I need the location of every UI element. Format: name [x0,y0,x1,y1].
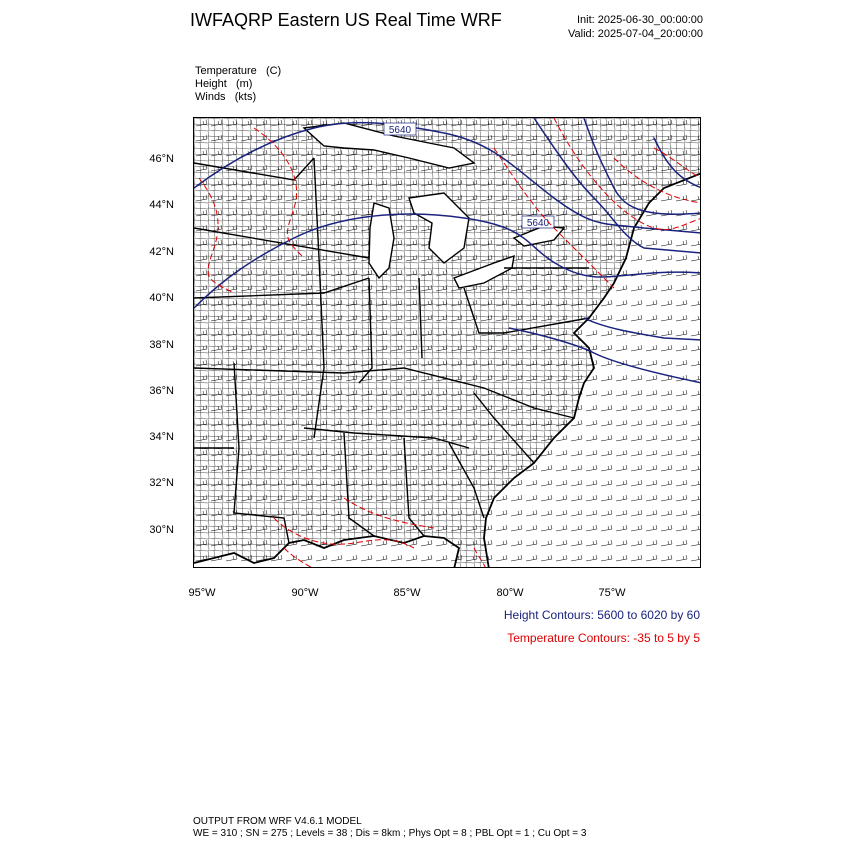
lon-label-90: 90°W [291,587,319,599]
map-panel [193,117,701,568]
field-temperature: Temperature (C) [195,65,282,77]
lat-label-32: 32°N [149,477,174,489]
model-footer [193,816,586,840]
map-title: IWFAQRP Eastern US Real Time WRF [190,10,502,30]
lat-label-40: 40°N [149,292,174,304]
field-winds: Winds (kts) [195,91,257,103]
lon-label-75: 75°W [598,587,626,599]
field-height: Height (m) [195,78,253,90]
lat-label-38: 38°N [149,339,174,351]
lat-label-30: 30°N [149,524,174,536]
svg-text:5640: 5640 [388,125,412,136]
field-list [195,65,281,104]
run-info [568,13,703,41]
lat-label-42: 42°N [149,246,174,258]
lat-label-36: 36°N [149,385,174,397]
init-time: Init: 2025-06-30_00:00:00 [577,14,703,26]
lat-label-34: 34°N [149,431,174,443]
footer-config-line: WE = 310 ; SN = 275 ; Levels = 38 ; Dis = 8km ; Phys Opt = 8 ; PBL Opt = 1 ; Cu Opt = 3 [193,828,587,839]
map-svg [194,118,701,568]
lon-label-95: 95°W [188,587,216,599]
lon-label-85: 85°W [393,587,421,599]
height-legend: Height Contours: 5600 to 6020 by 60 [503,608,700,622]
lon-label-80: 80°W [496,587,524,599]
footer-model-line: OUTPUT FROM WRF V4.6.1 MODEL [193,816,362,827]
valid-time: Valid: 2025-07-04_20:00:00 [568,28,703,40]
lat-label-46: 46°N [149,153,174,165]
lat-label-44: 44°N [149,199,174,211]
svg-text:5640: 5640 [526,218,550,229]
temperature-legend: Temperature Contours: -35 to 5 by 5 [507,631,700,645]
